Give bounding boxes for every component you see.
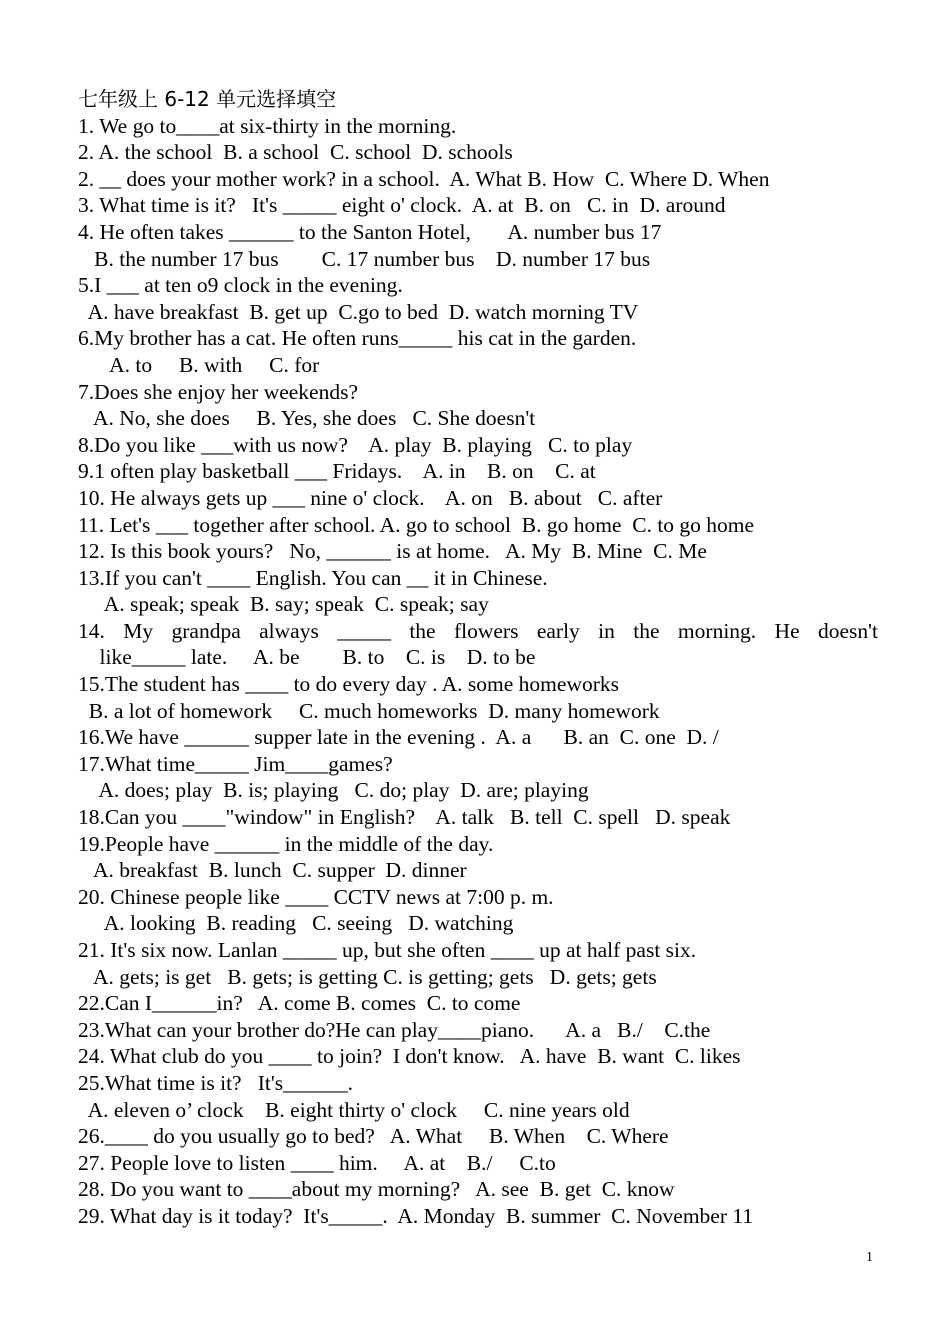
text-line: 17.What time_____ Jim____games?: [78, 751, 393, 776]
text-line: 21. It's six now. Lanlan _____ up, but she often ____ up at half past six.: [78, 938, 697, 962]
text-line: 28. Do you want to ____about my morning? A. see B. get C. know: [78, 1177, 675, 1202]
text-line: 26.____ do you usually go to bed? A. What B. When C. Where: [78, 1124, 669, 1149]
text-line: 15.The student has ____ to do every day . A. some homeworks: [78, 672, 619, 697]
text-line: 2. __ does your mother work? in a school. A. What B. How C. Where D. When: [78, 166, 770, 191]
text-line: 7.Does she enjoy her weekends?: [78, 379, 359, 404]
text-line: 24. What club do you ____ to join? I don't know. A. have B. want C. likes: [78, 1044, 741, 1069]
document-page: [78, 86, 878, 1230]
text-line: 22.Can I______in? A. come B. comes C. to come: [78, 991, 521, 1016]
text-line: 2. A. the school B. a school C. school D. schools: [78, 140, 513, 165]
text-line: 19.People have ______ in the middle of the day.: [78, 831, 494, 856]
text-line: 14. My grandpa always _____ the flowers early in the morning. He doesn't: [78, 618, 878, 643]
text-line: 18.Can you ____"window" in English? A. talk B. tell C. spell D. speak: [78, 805, 731, 830]
text-line: 3. What time is it? It's _____ eight o' clock. A. at B. on C. in D. around: [78, 193, 726, 218]
text-line: 16.We have ______ supper late in the evening . A. a B. an C. one D. /: [78, 725, 719, 750]
page-number: 1: [866, 1250, 873, 1265]
text-line: 23.What can your brother do?He can play____piano. A. a B./ C.the: [78, 1017, 711, 1042]
text-line: like_____ late. A. be B. to C. is D. to be: [78, 645, 536, 670]
question-list: [78, 113, 878, 1230]
text-line: A. have breakfast B. get up C.go to bed D. watch morning TV: [78, 299, 639, 324]
text-line: 13.If you can't ____ English. You can __ it in Chinese.: [78, 565, 548, 590]
text-line: 8.Do you like ___with us now? A. play B. playing C. to play: [78, 432, 633, 457]
text-line: A. gets; is get B. gets; is getting C. is getting; gets D. gets; gets: [78, 964, 657, 989]
text-line: A. No, she does B. Yes, she does C. She doesn't: [78, 406, 536, 431]
document-title: 七年级上 6-12 单元选择填空: [78, 87, 337, 111]
text-line: 10. He always gets up ___ nine o' clock. A. on B. about C. after: [78, 485, 663, 510]
text-line: 5.I ___ at ten o9 clock in the evening.: [78, 273, 403, 298]
text-line: 25.What time is it? It's______.: [78, 1070, 353, 1095]
text-line: 4. He often takes ______ to the Santon Hotel, A. number bus 17: [78, 219, 662, 244]
text-line: 6.My brother has a cat. He often runs_____ his cat in the garden.: [78, 326, 637, 351]
text-line: B. the number 17 bus C. 17 number bus D. number 17 bus: [78, 246, 651, 271]
text-line: 11. Let's ___ together after school. A. go to school B. go home C. to go home: [78, 512, 755, 537]
text-line: A. looking B. reading C. seeing D. watching: [78, 911, 514, 936]
text-line: 20. Chinese people like ____ CCTV news at 7:00 p. m.: [78, 884, 554, 909]
text-line: 29. What day is it today? It's_____. A. Monday B. summer C. November 11: [78, 1203, 754, 1228]
text-line: A. eleven o’ clock B. eight thirty o' clock C. nine years old: [78, 1097, 630, 1122]
text-line: A. breakfast B. lunch C. supper D. dinner: [78, 858, 467, 883]
text-line: A. to B. with C. for: [78, 352, 320, 377]
text-line: 1. We go to____at six-thirty in the morning.: [78, 113, 457, 138]
text-line: 27. People love to listen ____ him. A. at B./ C.to: [78, 1150, 556, 1175]
text-line: A. speak; speak B. say; speak C. speak; say: [78, 592, 489, 617]
text-line: A. does; play B. is; playing C. do; play D. are; playing: [78, 778, 589, 803]
text-line: 9.1 often play basketball ___ Fridays. A. in B. on C. at: [78, 459, 596, 484]
text-line: 12. Is this book yours? No, ______ is at home. A. My B. Mine C. Me: [78, 539, 707, 564]
text-line: B. a lot of homework C. much homeworks D. many homework: [78, 698, 660, 723]
